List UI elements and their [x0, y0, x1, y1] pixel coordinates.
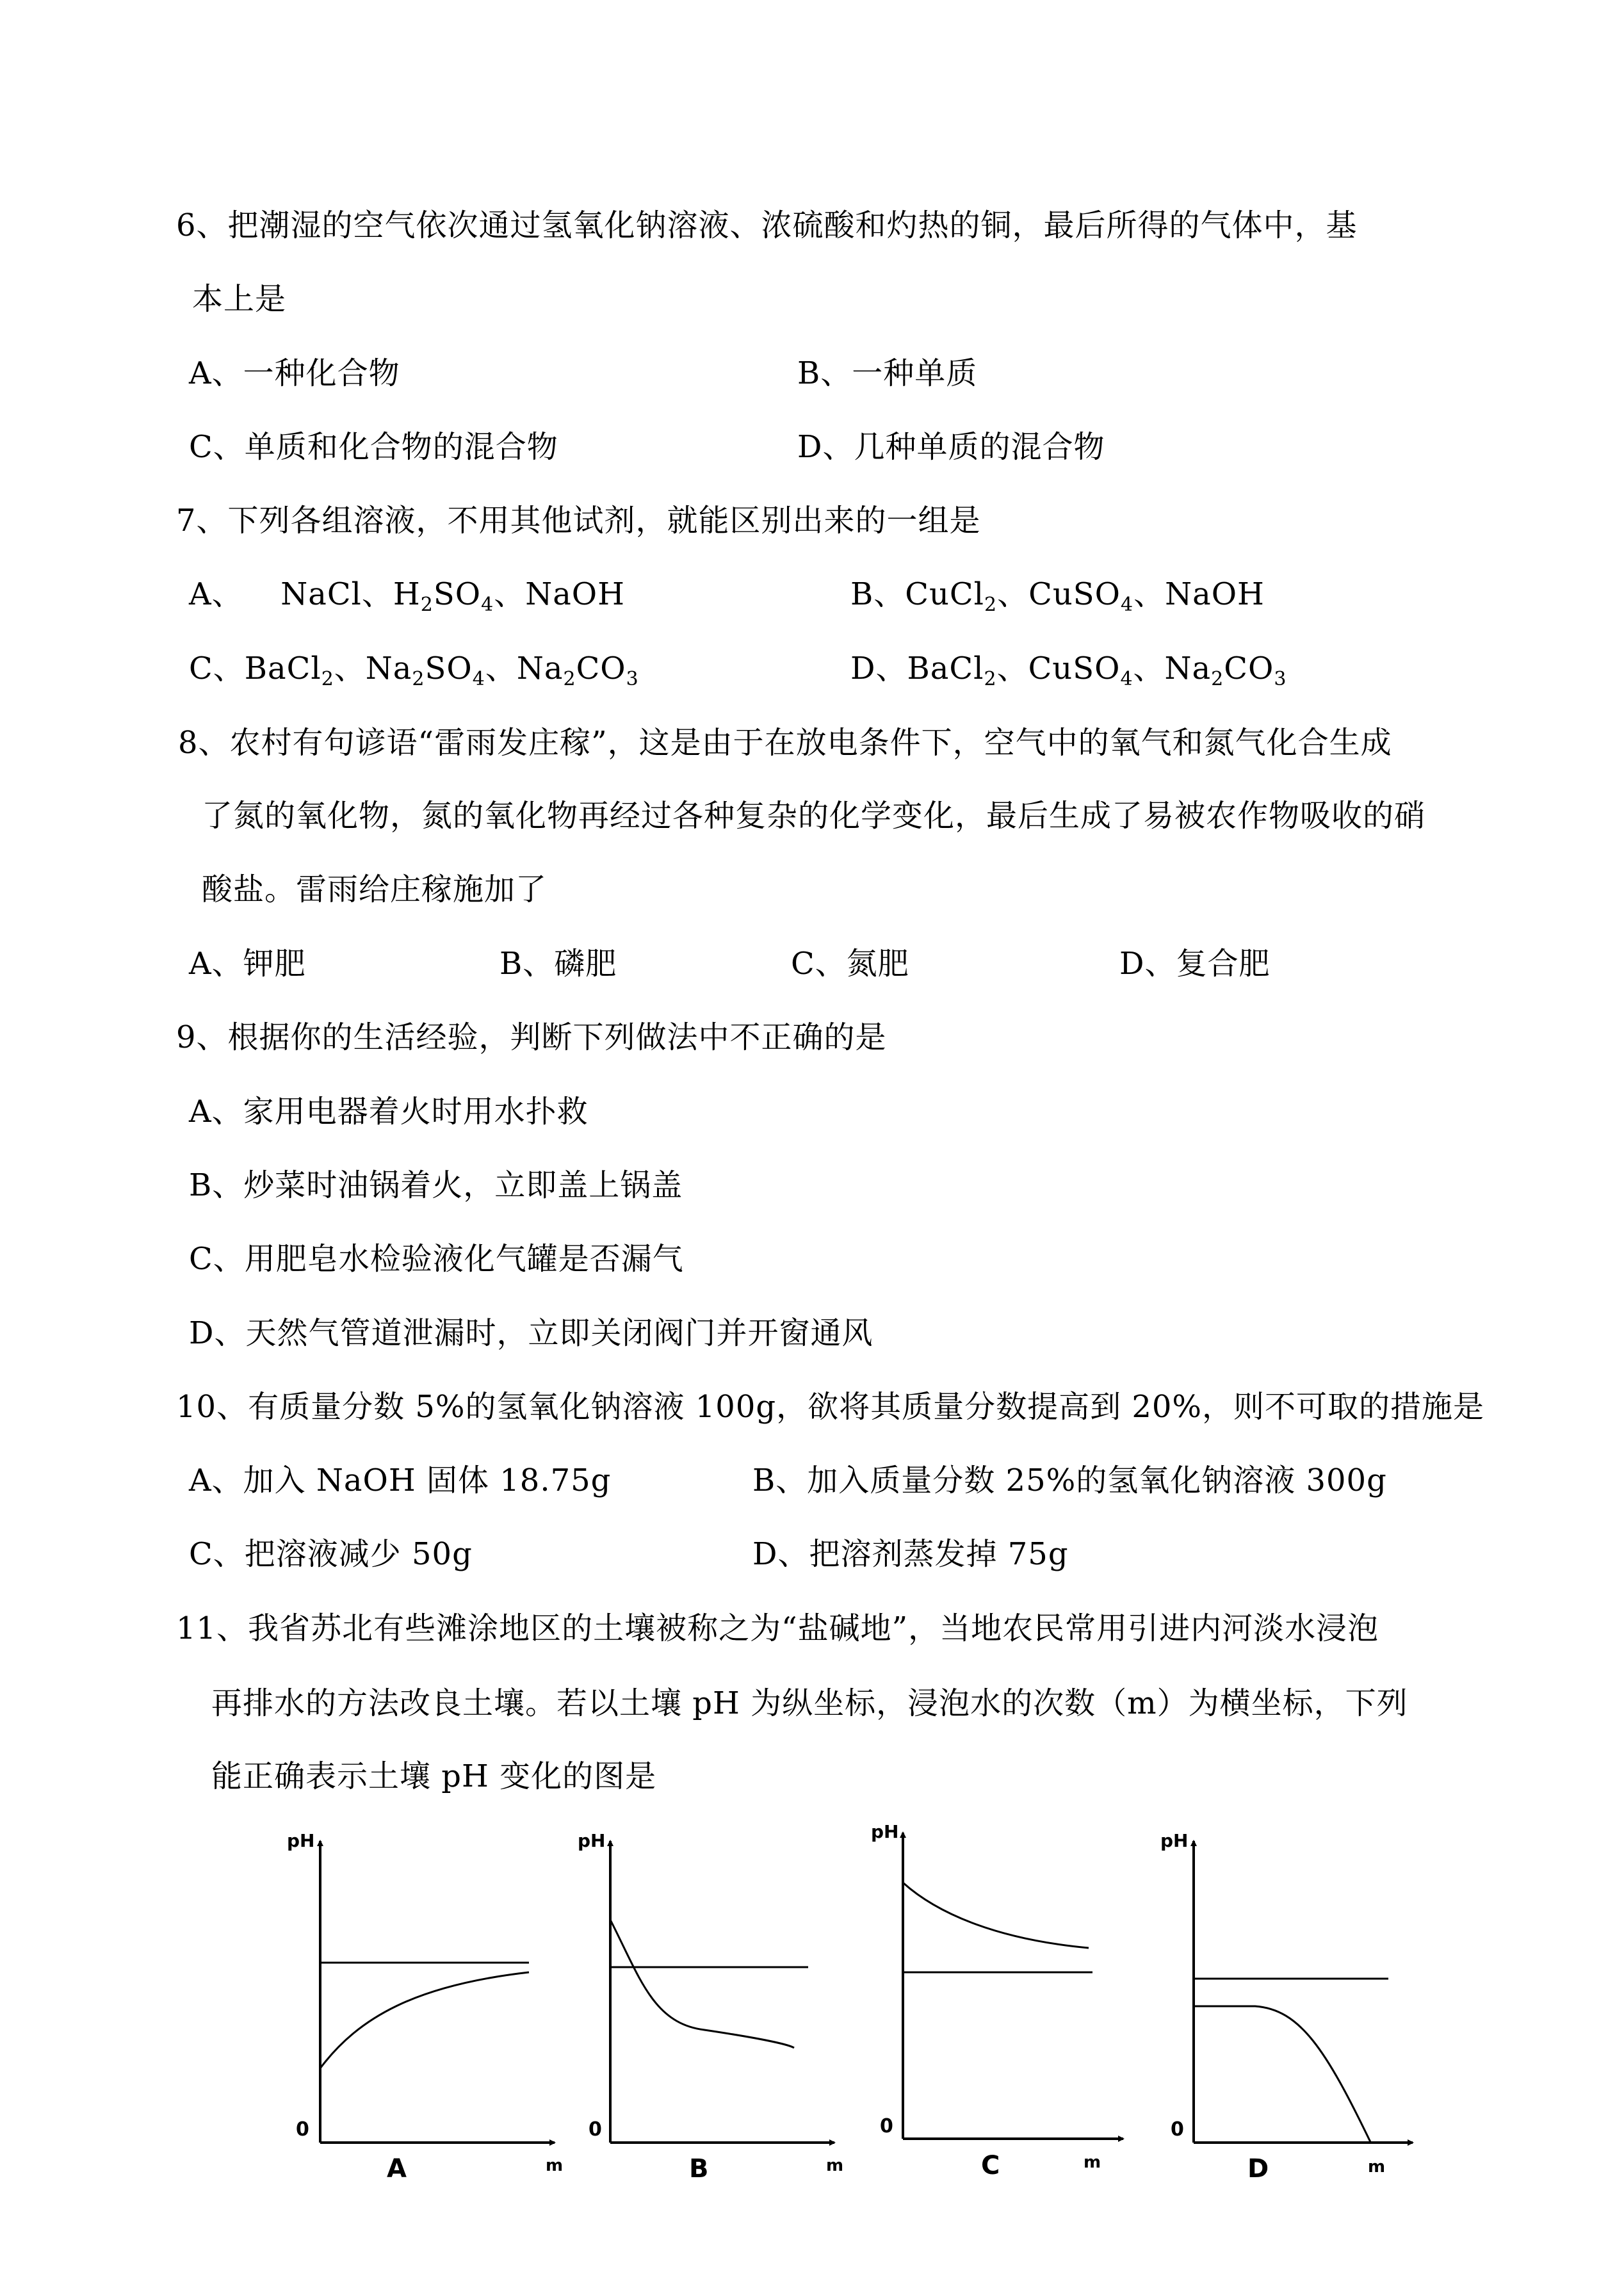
q10-option-d: D、把溶剂蒸发掉 75g [752, 1536, 1069, 1572]
graph-b [578, 1830, 843, 2184]
q7-option-a-formula: NaCl、$H_2SO_4$、NaOH [280, 576, 626, 616]
q7-option-d-label: D、 [850, 651, 907, 686]
graph-a-y-label: pH [287, 1830, 315, 1851]
q9-stem: 9、根据你的生活经验，判断下列做法中不正确的是 [176, 1019, 887, 1055]
q7-option-b-label: B、 [850, 576, 905, 612]
graph-d [1160, 1830, 1413, 2184]
q6-option-c: C、单质和化合物的混合物 [189, 429, 558, 465]
q9-option-d: D、天然气管道泄漏时，立即关闭阀门并开窗通风 [189, 1315, 873, 1351]
q7-option-a-label: A、 [189, 576, 243, 612]
graph-a [287, 1830, 563, 2184]
q11-stem-line-1: 11、我省苏北有些滩涂地区的土壤被称之为“盐碱地”，当地农民常用引进内河淡水浸泡 [176, 1610, 1379, 1646]
q10-stem: 10、有质量分数 5%的氢氧化钠溶液 100g，欲将其质量分数提高到 20%，则不可取的措施是 [176, 1389, 1485, 1425]
q10-option-a: A、加入 NaOH 固体 18.75g [189, 1463, 612, 1498]
graph-c-panel-label: C [981, 2151, 1000, 2180]
graph-b-y-label: pH [578, 1830, 606, 1851]
graph-d-y-label: pH [1160, 1830, 1189, 1851]
graph-c-origin-label: 0 [880, 2115, 893, 2137]
q8-stem-line-2: 了氮的氧化物，氮的氧化物再经过各种复杂的化学变化，最后生成了易被农作物吸收的硝 [202, 798, 1426, 834]
q8-option-b: B、磷肥 [499, 946, 617, 982]
graph-d-x-label: m [1368, 2157, 1386, 2177]
q7-stem: 7、下列各组溶液，不用其他试剂，就能区别出来的一组是 [176, 503, 981, 539]
q7-option-c-label: C、 [189, 651, 245, 686]
q10-option-b: B、加入质量分数 25%的氢氧化钠溶液 300g [752, 1463, 1387, 1498]
graph-c-curve [903, 1883, 1089, 1948]
graph-b-panel-label: B [689, 2154, 709, 2184]
q6-option-a: A、一种化合物 [189, 355, 400, 391]
q8-option-a: A、钾肥 [189, 946, 306, 982]
q9-option-c: C、用肥皂水检验液化气罐是否漏气 [189, 1241, 684, 1277]
graph-b-curve [610, 1920, 794, 2048]
graph-a-panel-label: A [387, 2154, 407, 2184]
graph-d-curve [1194, 2006, 1370, 2142]
graph-d-origin-label: 0 [1171, 2118, 1184, 2141]
q6-option-d: D、几种单质的混合物 [797, 429, 1105, 465]
q7-option-c-formula: BaCl$_2$、$Na_2SO_4$、$Na_2CO_3$ [244, 651, 639, 690]
q9-option-b: B、炒菜时油锅着火，立即盖上锅盖 [189, 1167, 683, 1203]
q8-stem-line-3: 酸盐。雷雨给庄稼施加了 [202, 872, 548, 907]
q8-stem-line-1: 8、农村有句谚语“雷雨发庄稼”，这是由于在放电条件下，空气中的氧气和氮气化合生成 [178, 725, 1392, 761]
q11-stem-line-3: 能正确表示土壤 pH 变化的图是 [211, 1758, 657, 1794]
graph-c-x-label: m [1084, 2153, 1101, 2172]
q6-stem-line-2: 本上是 [192, 281, 287, 317]
q8-option-c: C、氮肥 [791, 946, 909, 982]
graph-a-origin-label: 0 [296, 2118, 309, 2141]
graph-b-origin-label: 0 [589, 2118, 602, 2141]
q8-option-d: D、复合肥 [1119, 946, 1271, 982]
q6-option-b: B、一种单质 [797, 355, 978, 391]
graph-b-x-label: m [826, 2156, 844, 2175]
q10-option-c: C、把溶液减少 50g [189, 1536, 473, 1572]
graph-d-panel-label: D [1247, 2154, 1269, 2184]
q9-option-a: A、家用电器着火时用水扑救 [189, 1094, 589, 1130]
q7-option-b-formula: CuCl$_2$、CuSO$_4$、NaOH [905, 576, 1265, 616]
graph-a-curve [320, 1972, 529, 2068]
graph-c [871, 1821, 1123, 2180]
q6-stem-line-1: 6、把潮湿的空气依次通过氢氧化钠溶液、浓硫酸和灼热的铜，最后所得的气体中，基 [176, 207, 1358, 243]
q7-option-d-formula: BaCl$_2$、CuSO$_4$、$Na_2CO_3$ [907, 651, 1287, 690]
q11-stem-line-2: 再排水的方法改良土壤。若以土壤 pH 为纵坐标，浸泡水的次数（m）为横坐标，下列 [211, 1685, 1408, 1721]
graph-a-x-label: m [546, 2156, 564, 2175]
graph-c-y-label: pH [871, 1821, 899, 1842]
